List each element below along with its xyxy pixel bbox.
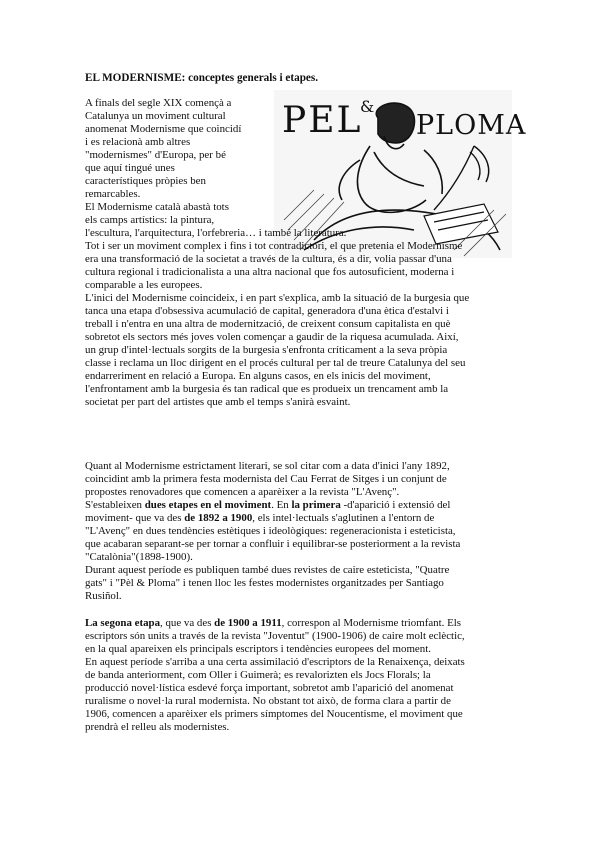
second-stage-paragraph (85, 617, 515, 734)
text-line: prendrà el relleu als modernistes. (85, 721, 230, 733)
text-line: escriptors són units a través de la revista "Joventut" (1900-1906) de caire molt eclèctic, (85, 630, 465, 642)
emphasis-la-primera: la primera (291, 499, 341, 511)
text-run: , els intel·lectuals s'aglutinen a l'entorn de (252, 512, 435, 524)
text-run: . En (271, 499, 292, 511)
text-line (85, 617, 515, 630)
text-line: que acabaran separant-se per tornar a confluir i equilibrar-se posteriorment a la revista (85, 538, 461, 550)
logo-text-right: PLOMA (416, 110, 527, 141)
text-line: l'escultura, l'arquitectura, l'orfebreria… i també la literatura. (85, 227, 347, 239)
text-line: tanca una etapa d'obsessiva acumulació de capital, generadora d'una ètica d'estalvi i (85, 305, 449, 317)
emphasis-la-segona-etapa: La segona etapa (85, 617, 161, 629)
text-line: Durant aquest període es publiquen també dues revistes de caire esteticista, "Quatre (85, 564, 450, 576)
text-line: un grup d'intel·lectuals sorgits de la burgesia s'enfronta críticament a la seva pròpia (85, 344, 448, 356)
text-run: , que va des (160, 617, 215, 629)
text-line: 1906, comencen a aparèixer els primers símptomes del Noucentisme, el moviment que (85, 708, 463, 720)
text-line: L'inici del Modernisme coincideix, i en part s'explica, amb la situació de la burgesia que (85, 292, 470, 304)
body-paragraph (85, 227, 515, 409)
emphasis-1900-1911: de 1900 a 1911 (214, 617, 282, 629)
text-line: anomenat Modernisme que coincidí (85, 123, 242, 135)
text-run: , correspon al Modernisme triomfant. Els (281, 617, 461, 629)
text-line: El Modernisme català abastà tots (85, 201, 229, 213)
text-line: comparable a les europees. (85, 279, 203, 291)
text-line: En aquest període s'arriba a una certa assimilació d'escriptors de la Renaixença, deixats (85, 656, 465, 668)
text-run: moviment- que va des (85, 512, 185, 524)
emphasis-dues-etapes: dues etapes en el moviment (144, 499, 272, 511)
intro-paragraph (85, 97, 275, 227)
text-line: A finals del segle XIX començà a (85, 97, 232, 109)
text-line: els camps artístics: la pintura, (85, 214, 215, 226)
text-line: endarreriment en relació a Europa. En alguns casos, en els inicis del moviment, (85, 370, 431, 382)
text-line: Rusiñol. (85, 590, 122, 602)
literary-paragraph (85, 460, 515, 603)
text-line: que aquí tingué unes (85, 162, 175, 174)
text-line: Catalunya un moviment cultural (85, 110, 226, 122)
text-line: cultura regional i tradicionalista a una altra nacional que fos autosuficient, moderna i (85, 266, 455, 278)
text-line (85, 499, 515, 512)
logo-ampersand: & (360, 97, 375, 116)
text-line: era una transformació de la societat a través de la cultura, és a dir, volia passar d'una (85, 253, 452, 265)
text-line: gats" i "Pèl & Ploma" i tenen lloc les festes modernistes organitzades per Santiago (85, 577, 444, 589)
text-line: i es relacionà amb altres (85, 136, 191, 148)
text-line: treball i n'entra en una altra de modernització, de creixent consum capitalista en què (85, 318, 451, 330)
text-line: característiques pròpies ben (85, 175, 206, 187)
text-line: "Catalònia"(1898-1900). (85, 551, 193, 563)
text-line: Tot i ser un moviment complex i fins i tot contradictori, el que pretenia el Modernisme (85, 240, 463, 252)
text-run: S'estableixen (85, 499, 145, 511)
logo-text-left: PEL (282, 100, 363, 141)
text-line: sobretot els sectors més joves volen començar a gaudir de la riquesa acumulada. Així, (85, 331, 459, 343)
text-line: societat per part del artistes que amb el temps s'anirà esvaint. (85, 396, 351, 408)
text-line: "L'Avenç" en dues tendències estètiques i ideològiques: regeneracionista i esteticista, (85, 525, 456, 537)
page-title: EL MODERNISME: conceptes generals i etapes. (85, 72, 319, 84)
text-line: ruralisme o novel·la rural modernista. No obstant tot això, de forma clara a partir de (85, 695, 451, 707)
text-line: propostes renovadores que comencen a aparèixer a la revista "L'Avenç". (85, 486, 400, 498)
text-line: classe i reclama un lloc dirigent en el procés cultural per tal de treure Catalunya del seu (85, 357, 466, 369)
text-line: remarcables. (85, 188, 141, 200)
text-line: de banda anteriorment, com Oller i Guimerà; es revalorizten els Jocs Florals; la (85, 669, 431, 681)
text-line: Quant al Modernisme estrictament literari, se sol citar com a data d'inici l'any 1892, (85, 460, 450, 472)
text-line: en la qual apareixen els principals escriptors i tendències europees del moment. (85, 643, 431, 655)
text-line (85, 512, 515, 525)
text-run: -d'aparició i extensió del (340, 499, 451, 511)
text-line: "modernismes" d'Europa, per bé (85, 149, 226, 161)
text-line: producció novel·lística esdevé força important, sobretot amb l'aparició del anomenat (85, 682, 454, 694)
emphasis-1892-1900: de 1892 a 1900 (184, 512, 253, 524)
text-line: l'enfrontament amb la burgesia és tan radical que es produeix un trencament amb la (85, 383, 449, 395)
text-line: coincidint amb la primera festa modernista del Cau Ferrat de Sitges i un conjunt de (85, 473, 447, 485)
